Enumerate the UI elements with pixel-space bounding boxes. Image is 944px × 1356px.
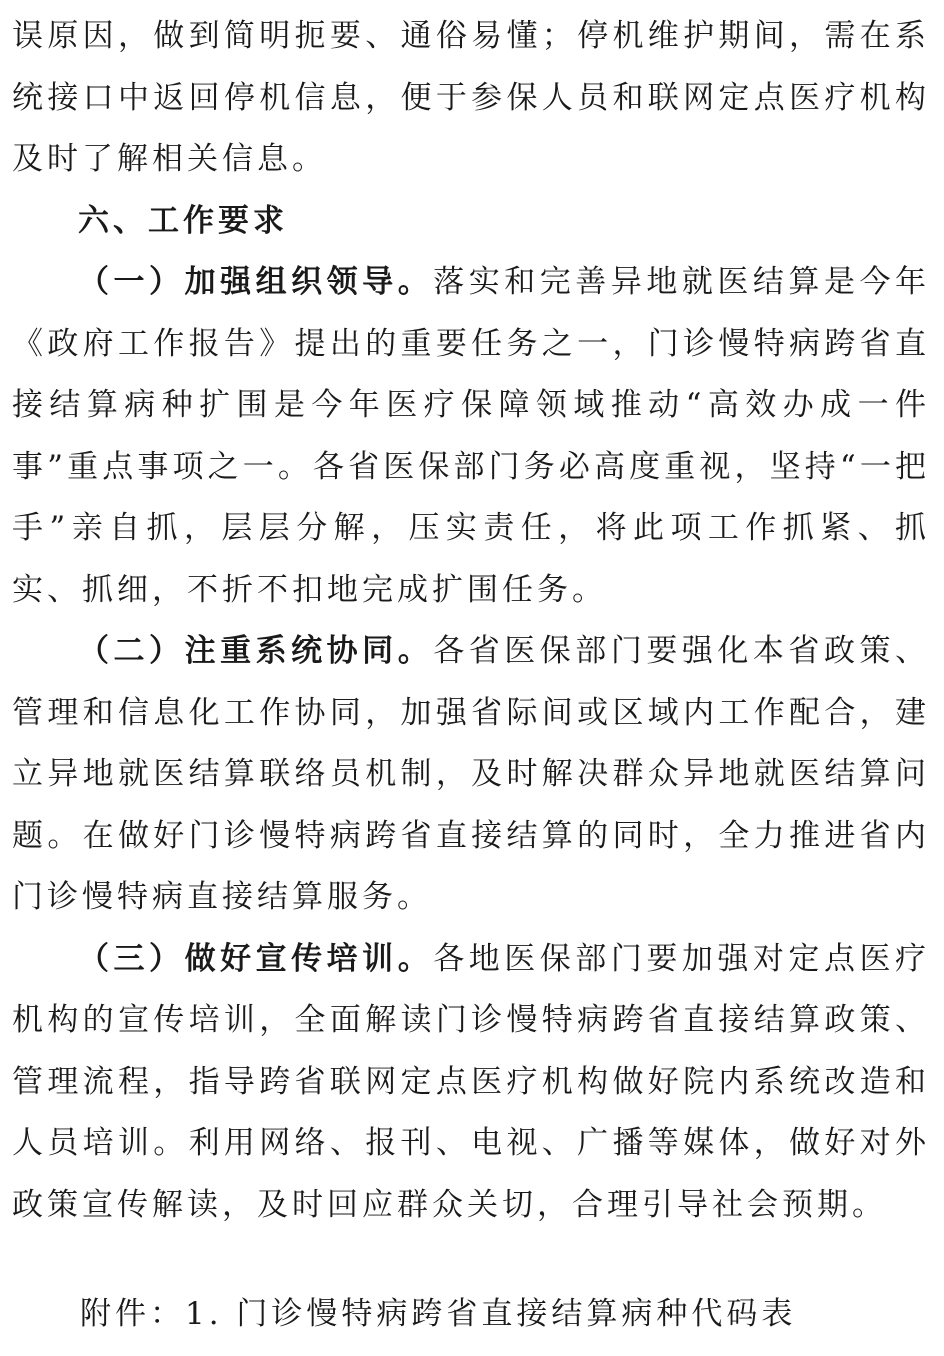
item-paragraph-3 xyxy=(12,929,930,1237)
item-title-2: （二）注重系统协同。 xyxy=(78,633,434,669)
item-title-1: （一）加强组织领导。 xyxy=(78,264,434,300)
section-heading: 六、工作要求 xyxy=(78,202,288,239)
attachment-line: 附件：1. 门诊慢特病跨省直接结算病种代码表 xyxy=(80,1296,797,1332)
item-body-3: 各地医保部门要加强对定点医疗机构的宣传培训，全面解读门诊慢特病跨省直接结算政策、管理流程，指导跨省联网定点医疗机构做好院内系统改造和人员培训。利用网络、报刊、电视、广播等媒体，做好对外政策宣传解读，及时回应群众关切，合理引导社会预期。 xyxy=(12,940,930,1223)
item-body-1: 落实和完善异地就医结算是今年《政府工作报告》提出的重要任务之一，门诊慢特病跨省直接结算病种扩围是今年医疗保障领域推动“高效办成一件事”重点事项之一。各省医保部门务必高度重视，坚持“一把手”亲自抓，层层分解，压实责任，将此项工作抓紧、抓实、抓细，不折不扣地完成扩围任务。 xyxy=(12,264,930,608)
item-paragraph-2 xyxy=(12,621,930,929)
item-paragraph-1 xyxy=(12,252,930,621)
item-body-2: 各省医保部门要强化本省政策、管理和信息化工作协同，加强省际间或区域内工作配合，建立异地就医结算联络员机制，及时解决群众异地就医结算问题。在做好门诊慢特病跨省直接结算的同时，全力推进省内门诊慢特病直接结算服务。 xyxy=(12,633,930,915)
item-title-3: （三）做好宣传培训。 xyxy=(78,940,434,977)
document-page xyxy=(12,6,930,1236)
intro-paragraph: 误原因，做到简明扼要、通俗易懂；停机维护期间，需在系统接口中返回停机信息，便于参保人员和联网定点医疗机构及时了解相关信息。 xyxy=(12,18,930,177)
